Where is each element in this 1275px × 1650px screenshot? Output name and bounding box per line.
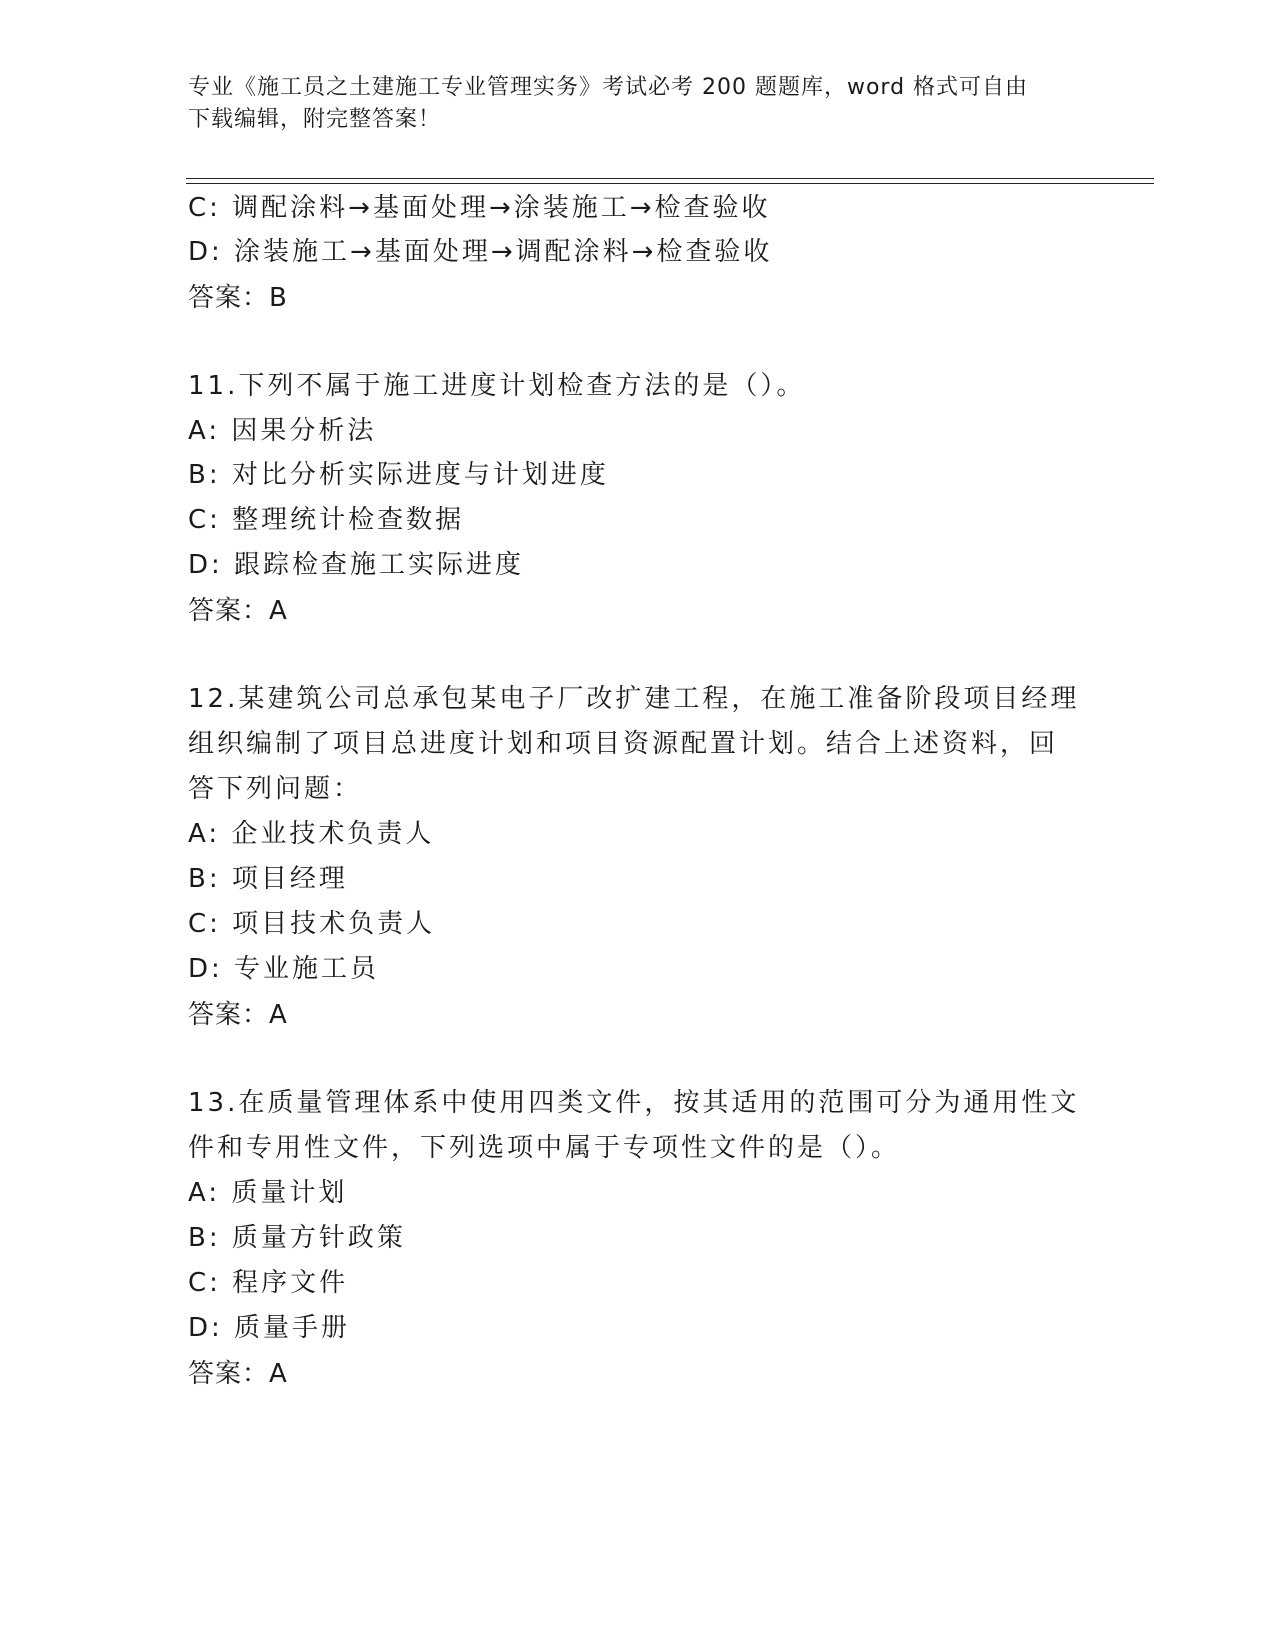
q12-answer: 答案：A [188, 1000, 288, 1030]
q12-question-line-1: 12.某建筑公司总承包某电子厂改扩建工程，在施工准备阶段项目经理 [188, 684, 1080, 714]
q12-option-b: B: 项目经理 [188, 864, 348, 894]
q12-option-c: C: 项目技术负责人 [188, 909, 436, 939]
q13-option-a: A: 质量计划 [188, 1178, 348, 1208]
q11-option-d: D: 跟踪检查施工实际进度 [188, 550, 525, 580]
header-line-1: 专业《施工员之土建施工专业管理实务》考试必考 200 题题库，word 格式可自由 [188, 75, 1029, 100]
header-line-2: 下载编辑，附完整答案！ [188, 107, 442, 132]
q13-option-c: C: 程序文件 [188, 1268, 349, 1298]
q10-answer: 答案：B [188, 283, 288, 313]
q10-option-d: D: 涂装施工→基面处理→调配涂料→检查验收 [188, 237, 773, 267]
q12-option-a: A: 企业技术负责人 [188, 819, 435, 849]
q12-option-d: D: 专业施工员 [188, 954, 380, 984]
header-divider-top [186, 178, 1154, 179]
q13-question-line-2: 件和专用性文件，下列选项中属于专项性文件的是（）。 [188, 1133, 901, 1163]
q11-option-b: B: 对比分析实际进度与计划进度 [188, 460, 609, 490]
q11-option-a: A: 因果分析法 [188, 416, 377, 446]
q11-answer: 答案：A [188, 596, 288, 626]
q10-option-c: C: 调配涂料→基面处理→涂装施工→检查验收 [188, 193, 771, 223]
q13-option-b: B: 质量方针政策 [188, 1223, 406, 1253]
q12-question-line-2: 组织编制了项目总进度计划和项目资源配置计划。结合上述资料，回 [188, 729, 1059, 759]
q13-question-line-1: 13.在质量管理体系中使用四类文件，按其适用的范围可分为通用性文 [188, 1088, 1080, 1118]
q13-answer: 答案：A [188, 1359, 288, 1389]
header-divider-bottom [186, 183, 1154, 184]
q11-question: 11.下列不属于施工进度计划检查方法的是（）。 [188, 371, 806, 401]
page-header [188, 72, 1088, 136]
q11-option-c: C: 整理统计检查数据 [188, 505, 465, 535]
q12-question-line-3: 答下列问题： [188, 774, 363, 804]
q13-option-d: D: 质量手册 [188, 1313, 351, 1343]
